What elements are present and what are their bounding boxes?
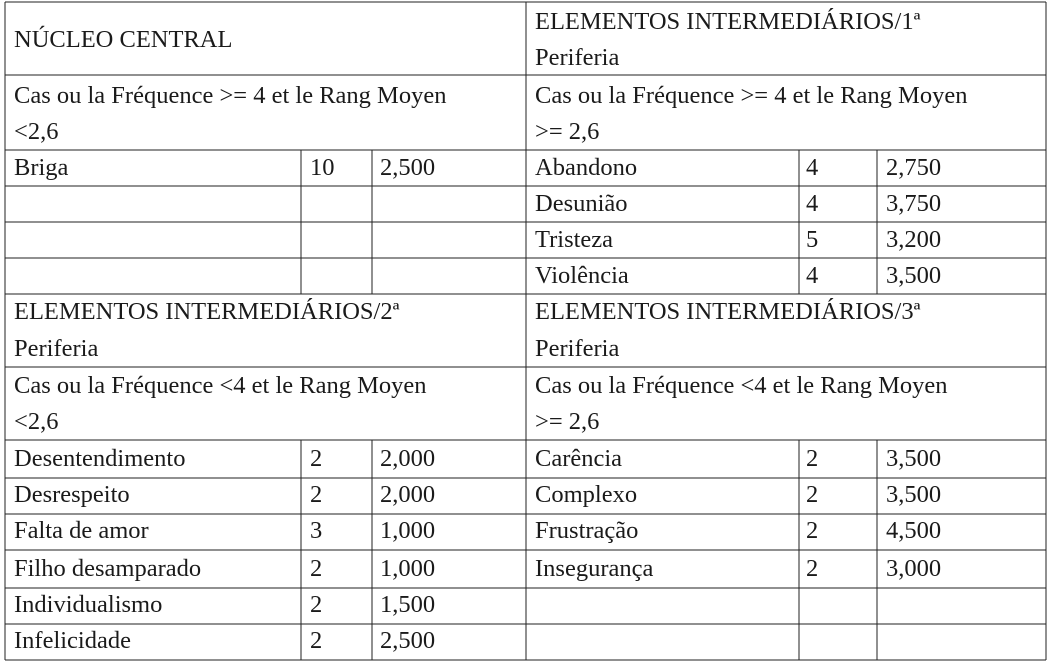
q4-row-word: Frustração bbox=[535, 517, 639, 544]
q3-row-word: Desrespeito bbox=[14, 481, 130, 508]
q3-title: ELEMENTOS INTERMEDIÁRIOS/2ª bbox=[14, 298, 400, 325]
q4-title-periferia: Periferia bbox=[535, 335, 620, 362]
q2-row-word: Desunião bbox=[535, 190, 628, 217]
q3-row-rank: 2,500 bbox=[380, 627, 436, 654]
q4-row-word: Carência bbox=[535, 445, 623, 472]
q3-row-rank: 1,000 bbox=[380, 555, 436, 582]
q3-row-frequency: 3 bbox=[310, 517, 323, 544]
q3-row-word: Falta de amor bbox=[14, 517, 149, 544]
q2-row-frequency: 4 bbox=[806, 190, 819, 217]
q4-row-rank: 3,500 bbox=[886, 481, 942, 508]
q3-row-rank: 1,000 bbox=[380, 517, 436, 544]
q4-row-word: Insegurança bbox=[535, 555, 654, 582]
q2-row-frequency: 5 bbox=[806, 226, 819, 253]
q2-row-frequency: 4 bbox=[806, 154, 819, 181]
q3-row-rank: 2,000 bbox=[380, 445, 436, 472]
q2-row-word: Abandono bbox=[535, 154, 638, 181]
q2-row-rank: 2,750 bbox=[886, 154, 942, 181]
q1-condition-line2: <2,6 bbox=[14, 118, 59, 145]
q1-row-word: Briga bbox=[14, 154, 69, 181]
q2-row-frequency: 4 bbox=[806, 262, 819, 289]
q1-row-frequency: 10 bbox=[310, 154, 335, 181]
q4-row-rank: 4,500 bbox=[886, 517, 942, 544]
q3-row-frequency: 2 bbox=[310, 627, 323, 654]
q3-row-word: Individualismo bbox=[14, 591, 163, 618]
q2-title-periferia: Periferia bbox=[535, 44, 620, 71]
q3-row-frequency: 2 bbox=[310, 481, 323, 508]
q2-row-word: Tristeza bbox=[535, 226, 614, 253]
q2-row-rank: 3,200 bbox=[886, 226, 942, 253]
q4-row-frequency: 2 bbox=[806, 445, 819, 472]
q4-row-frequency: 2 bbox=[806, 481, 819, 508]
q3-title-periferia: Periferia bbox=[14, 335, 99, 362]
q3-row-frequency: 2 bbox=[310, 591, 323, 618]
q4-row-word: Complexo bbox=[535, 481, 638, 508]
q4-row-frequency: 2 bbox=[806, 517, 819, 544]
q2-row-rank: 3,750 bbox=[886, 190, 942, 217]
q4-row-rank: 3,500 bbox=[886, 445, 942, 472]
q3-row-word: Desentendimento bbox=[14, 445, 186, 472]
q3-row-word: Filho desamparado bbox=[14, 555, 202, 582]
q1-condition-line1: Cas ou la Fréquence >= 4 et le Rang Moyen bbox=[14, 82, 447, 109]
q3-row-frequency: 2 bbox=[310, 555, 323, 582]
q1-row-rank: 2,500 bbox=[380, 154, 436, 181]
q2-row-rank: 3,500 bbox=[886, 262, 942, 289]
q1-title: NÚCLEO CENTRAL bbox=[14, 26, 233, 53]
q4-title: ELEMENTOS INTERMEDIÁRIOS/3ª bbox=[535, 298, 921, 325]
q3-condition-line1: Cas ou la Fréquence <4 et le Rang Moyen bbox=[14, 372, 427, 399]
q2-row-word: Violência bbox=[535, 262, 629, 289]
q2-condition-line2: >= 2,6 bbox=[535, 118, 600, 145]
q4-condition-line2: >= 2,6 bbox=[535, 408, 600, 435]
q3-row-frequency: 2 bbox=[310, 445, 323, 472]
q3-row-word: Infelicidade bbox=[14, 627, 131, 654]
q4-row-rank: 3,000 bbox=[886, 555, 942, 582]
q4-condition-line1: Cas ou la Fréquence <4 et le Rang Moyen bbox=[535, 372, 948, 399]
q2-title: ELEMENTOS INTERMEDIÁRIOS/1ª bbox=[535, 8, 921, 35]
q3-condition-line2: <2,6 bbox=[14, 408, 59, 435]
q3-row-rank: 2,000 bbox=[380, 481, 436, 508]
q2-condition-line1: Cas ou la Fréquence >= 4 et le Rang Moyen bbox=[535, 82, 968, 109]
q4-row-frequency: 2 bbox=[806, 555, 819, 582]
q3-row-rank: 1,500 bbox=[380, 591, 436, 618]
